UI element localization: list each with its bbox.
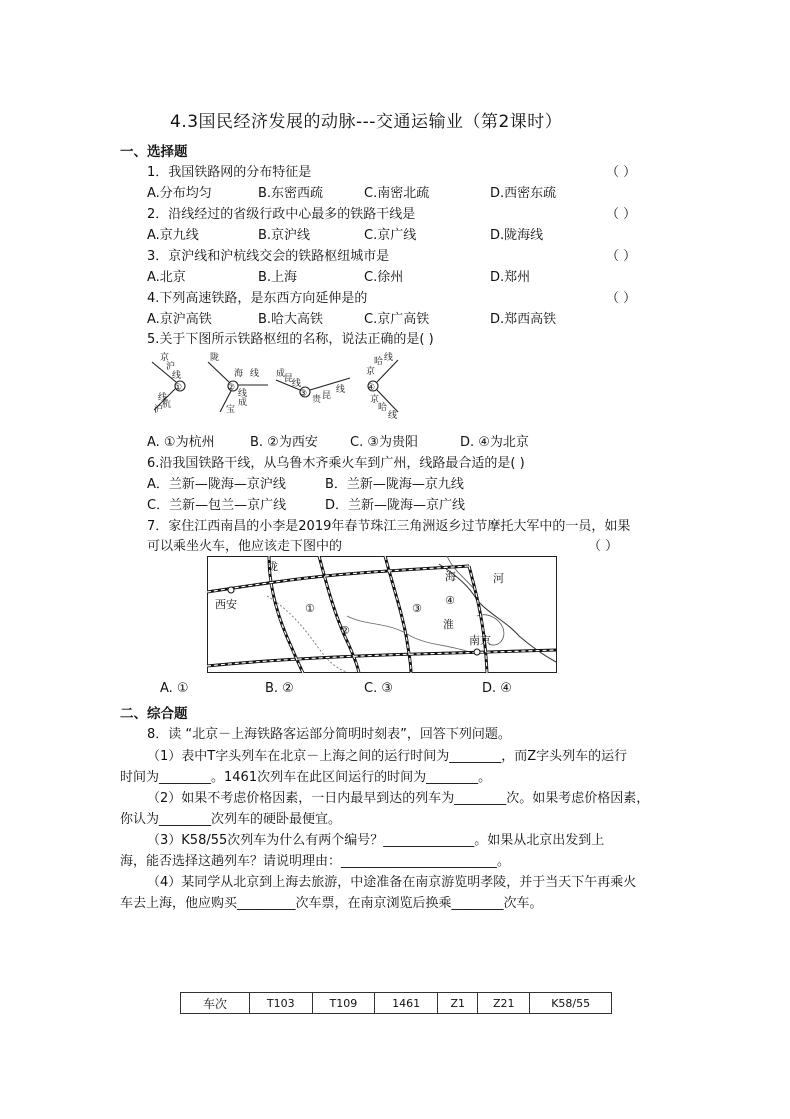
timetable xyxy=(180,992,612,1014)
svg-text:线: 线 xyxy=(336,385,346,395)
option-d: D. ④为北京 xyxy=(460,435,529,450)
svg-text:京: 京 xyxy=(366,367,376,377)
question-stem: 4.下列高速铁路，是东西方向延伸是的 xyxy=(147,291,368,306)
page-title: 4.3国民经济发展的动脉---交通运输业（第2课时） xyxy=(170,112,563,132)
question-stem: 7．家住江西南昌的小李是2019年春节珠江三角洲返乡过节摩托大军中的一员，如果 xyxy=(147,519,631,534)
sub-question-text: （1）表中T字头列车在北京－上海之间的运行时间为________，而Z字头列车的运行 xyxy=(147,749,628,764)
option-a: A.北京 xyxy=(147,270,186,285)
answer-blank: （ ） xyxy=(588,539,619,554)
option-c: C.南密北疏 xyxy=(364,186,430,201)
question-stem: 2．沿线经过的省级行政中心最多的铁路干线是 xyxy=(147,207,416,222)
svg-text:成: 成 xyxy=(276,369,286,379)
sub-question-text: （4）某同学从北京到上海去旅游，中途准备在南京游览明孝陵，并于当天下午再乘火 xyxy=(147,875,637,890)
answer-blank: （ ） xyxy=(606,249,637,264)
table-header-cell: Z21 xyxy=(478,993,530,1014)
option-c: C. ③ xyxy=(364,681,393,696)
city-label-xian: 西安 xyxy=(215,598,237,611)
option-c: C．兰新—包兰—京广线 xyxy=(147,498,287,513)
sub-question-text: （2）如果不考虑价格因素，一日内最早到达的列车为________次。如果考虑价格因素， xyxy=(147,791,650,806)
svg-text:海: 海 xyxy=(234,369,244,379)
svg-text:杭: 杭 xyxy=(162,400,172,410)
question-stem: 8．读 “北京－上海铁路客运部分简明时刻表”，回答下列问题。 xyxy=(147,727,511,742)
table-header-cell: 1461 xyxy=(375,993,438,1014)
option-c: C.徐州 xyxy=(364,270,404,285)
svg-text:线: 线 xyxy=(292,379,302,389)
option-c: C. ③为贵阳 xyxy=(350,435,418,450)
map-label: 淮 xyxy=(443,618,454,631)
answer-blank: （ ） xyxy=(606,207,637,222)
sub-question-text: 你认为________次列车的硬卧最便宜。 xyxy=(120,812,342,827)
option-a: A. ①为杭州 xyxy=(147,435,215,450)
option-a: A．兰新—陇海—京沪线 xyxy=(147,477,286,492)
option-a: A.京沪高铁 xyxy=(147,312,212,327)
option-a: A.京九线 xyxy=(147,228,199,243)
map-label: 陇 xyxy=(267,560,278,573)
sub-question-text: （3）K58/55次列车为什么有两个编号？______________。如果从北京出发到上 xyxy=(147,833,605,848)
svg-text:京: 京 xyxy=(370,395,380,405)
option-d: D．兰新—陇海—京广线 xyxy=(325,498,466,513)
route-number-3: ③ xyxy=(412,602,422,615)
option-c: C.京广线 xyxy=(364,228,417,243)
option-d: D.郑州 xyxy=(490,270,531,285)
svg-text:成: 成 xyxy=(238,398,248,408)
table-header-cell: T103 xyxy=(250,993,313,1014)
svg-text:线: 线 xyxy=(238,389,248,399)
map-label: 海 xyxy=(445,570,456,583)
question-stem-cont: 可以乘坐火车，他应该走下图中的 xyxy=(147,539,343,554)
table-header-cell: Z1 xyxy=(438,993,478,1014)
svg-text:哈: 哈 xyxy=(378,403,388,413)
option-b: B. ② xyxy=(265,681,294,696)
option-b: B.上海 xyxy=(258,270,298,285)
route-number-1: ① xyxy=(305,602,315,615)
svg-text:昆: 昆 xyxy=(284,374,294,384)
option-d: D.陇海线 xyxy=(490,228,544,243)
option-b: B.哈大高铁 xyxy=(258,312,324,327)
junction-1-number: ① xyxy=(174,383,183,393)
table-header-cell: T109 xyxy=(312,993,375,1014)
option-b: B. ②为西安 xyxy=(250,435,318,450)
map-label: 河 xyxy=(493,572,504,585)
svg-text:线: 线 xyxy=(384,353,394,363)
junction-4-number: ④ xyxy=(367,383,376,393)
svg-text:贵: 贵 xyxy=(312,395,322,405)
answer-blank: （ ） xyxy=(606,165,637,180)
route-number-2: ② xyxy=(340,624,350,637)
junction-2-number: ② xyxy=(227,383,236,393)
svg-text:线: 线 xyxy=(388,411,398,421)
answer-blank: （ ） xyxy=(606,291,637,306)
city-label-nanjing: 南京 xyxy=(469,634,491,647)
sub-question-text: 海，能否选择这趟列车？请说明理由：________________________。 xyxy=(120,854,511,869)
option-a: A. ① xyxy=(160,681,189,696)
svg-text:昆: 昆 xyxy=(322,391,332,401)
svg-text:哈: 哈 xyxy=(374,357,384,367)
svg-text:线: 线 xyxy=(158,393,168,403)
junction-3-number: ③ xyxy=(299,389,308,399)
svg-text:京: 京 xyxy=(160,353,170,363)
option-a: A.分布均匀 xyxy=(147,186,212,201)
table-header-cell: 车次 xyxy=(181,993,250,1014)
section-heading: 二、综合题 xyxy=(120,706,188,722)
question-stem: 1．我国铁路网的分布特征是 xyxy=(147,165,312,180)
svg-text:沪: 沪 xyxy=(166,362,176,372)
option-b: B.东密西疏 xyxy=(258,186,324,201)
svg-text:线: 线 xyxy=(172,371,182,381)
option-d: D. ④ xyxy=(482,681,512,696)
sub-question-text: 时间为________。1461次列车在此区间运行的时间为________。 xyxy=(120,770,492,785)
option-b: B．兰新—陇海—京九线 xyxy=(325,477,464,492)
option-c: C.京广高铁 xyxy=(364,312,430,327)
table-row xyxy=(181,993,612,1014)
sub-question-text: 车去上海，他应购买_________次车票，在南京浏览后换乘________次车。 xyxy=(120,896,543,911)
question-stem: 6.沿我国铁路干线，从乌鲁木齐乘火车到广州，线路最合适的是( ) xyxy=(147,456,525,471)
route-number-4: ④ xyxy=(445,594,455,607)
svg-text:宝: 宝 xyxy=(226,405,236,415)
svg-text:线: 线 xyxy=(250,369,260,379)
table-header-cell: K58/55 xyxy=(530,993,612,1014)
railway-map xyxy=(207,556,557,673)
svg-text:陇: 陇 xyxy=(210,353,220,363)
svg-text:沪: 沪 xyxy=(154,405,164,415)
option-d: D.西密东疏 xyxy=(490,186,557,201)
option-b: B.京沪线 xyxy=(258,228,311,243)
question-stem: 3．京沪线和沪杭线交会的铁路枢纽城市是 xyxy=(147,249,390,264)
railway-junction-figure xyxy=(140,350,420,422)
section-heading: 一、选择题 xyxy=(120,144,188,160)
option-d: D.郑西高铁 xyxy=(490,312,557,327)
question-stem: 5.关于下图所示铁路枢纽的名称，说法正确的是( ) xyxy=(147,332,434,347)
